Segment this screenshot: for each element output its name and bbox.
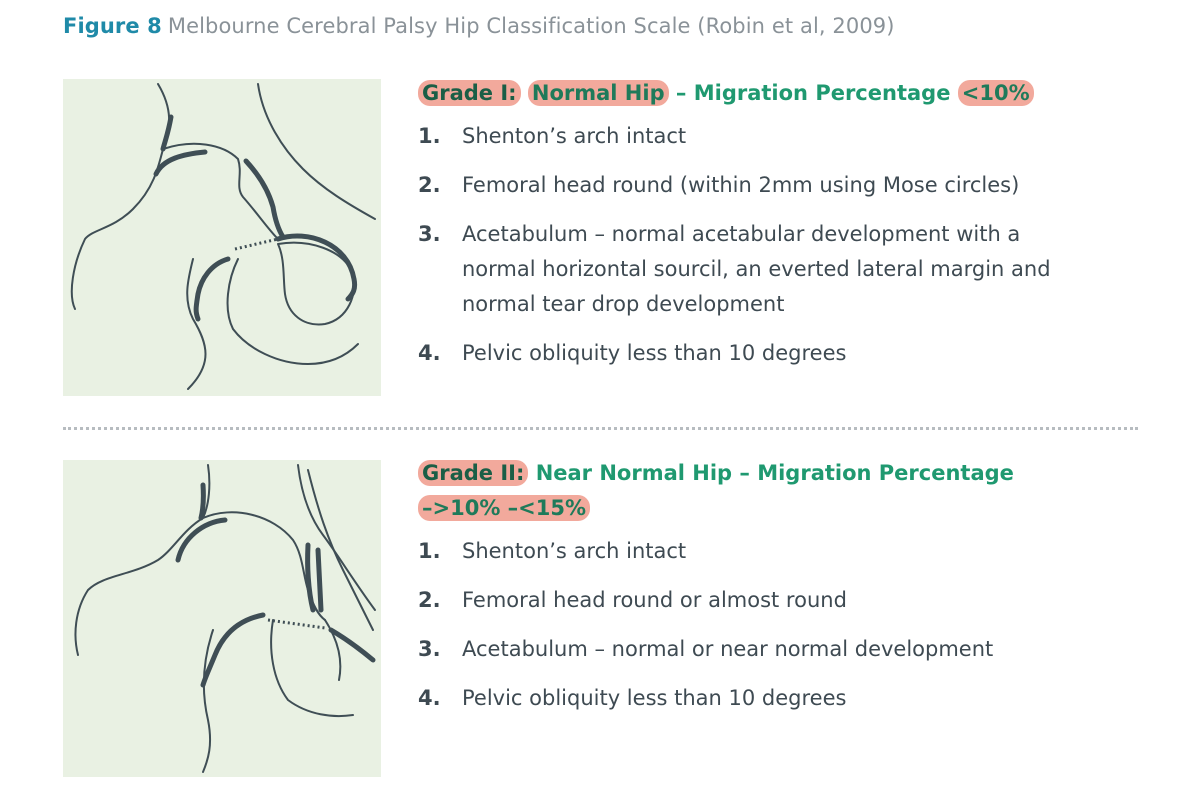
list-item-text: Pelvic obliquity less than 10 degrees (462, 341, 847, 365)
grade-2-label: Grade II: (422, 461, 525, 485)
grade-2-hip-diagram (63, 460, 381, 777)
grade-2-measure: Migration Percentage (757, 461, 1014, 485)
list-item (418, 217, 1118, 322)
list-item-text: Shenton’s arch intact (462, 124, 687, 148)
list-item-text: Femoral head round (within 2mm using Mose circles) (462, 173, 1020, 197)
grade-2-hip-illustration (63, 460, 381, 777)
grade-1-hip-diagram (63, 79, 381, 396)
section-divider (63, 427, 1138, 430)
grade-1-measure: Migration Percentage (693, 81, 951, 105)
list-item-number: 1. (418, 539, 441, 563)
list-item-text: Pelvic obliquity less than 10 degrees (462, 686, 847, 710)
figure-number: Figure 8 (63, 14, 162, 38)
list-item-number: 4. (418, 686, 441, 710)
list-item (418, 583, 1118, 618)
list-item-number: 4. (418, 341, 441, 365)
grade-1-title (418, 76, 1118, 111)
grade-2-range: –>10% –<15% (422, 496, 587, 520)
list-item-text: Acetabulum – normal or near normal development (462, 637, 994, 661)
grade-2-label-highlight (418, 460, 528, 486)
figure-caption (63, 14, 895, 38)
grade-1-criteria-list (418, 119, 1118, 371)
list-item-number: 3. (418, 222, 441, 246)
grade-1-name: Normal Hip (531, 81, 665, 105)
figure-caption-text: Melbourne Cerebral Palsy Hip Classification Scale (Robin et al, 2009) (167, 14, 895, 38)
grade-2-title (418, 456, 1118, 526)
list-item-number: 2. (418, 588, 441, 612)
list-item (418, 681, 1118, 716)
list-item-text: Shenton’s arch intact (462, 539, 687, 563)
list-item (418, 632, 1118, 667)
grade-1-section (418, 76, 1118, 385)
grade-2-range-highlight (418, 495, 590, 521)
grade-1-label-highlight (418, 80, 521, 106)
list-item (418, 168, 1118, 203)
list-item (418, 119, 1118, 154)
grade-2-criteria-list (418, 534, 1118, 716)
grade-1-name-highlight (528, 80, 669, 106)
grade-1-range: <10% (961, 81, 1030, 105)
grade-1-separator: – (675, 81, 687, 105)
grade-1-label: Grade I: (422, 81, 517, 105)
grade-2-separator: – (739, 461, 750, 485)
list-item (418, 534, 1118, 569)
list-item-number: 2. (418, 173, 441, 197)
grade-1-hip-illustration (63, 79, 381, 396)
grade-2-name: Near Normal Hip (535, 461, 733, 485)
list-item-number: 3. (418, 637, 441, 661)
list-item (418, 336, 1118, 371)
grade-1-range-highlight (958, 80, 1034, 106)
grade-2-section (418, 456, 1118, 730)
list-item-number: 1. (418, 124, 441, 148)
list-item-text: Femoral head round or almost round (462, 588, 847, 612)
list-item-text: Acetabulum – normal acetabular development with a normal horizontal sourcil, an everted lateral margin and normal tear drop development (462, 222, 1051, 316)
